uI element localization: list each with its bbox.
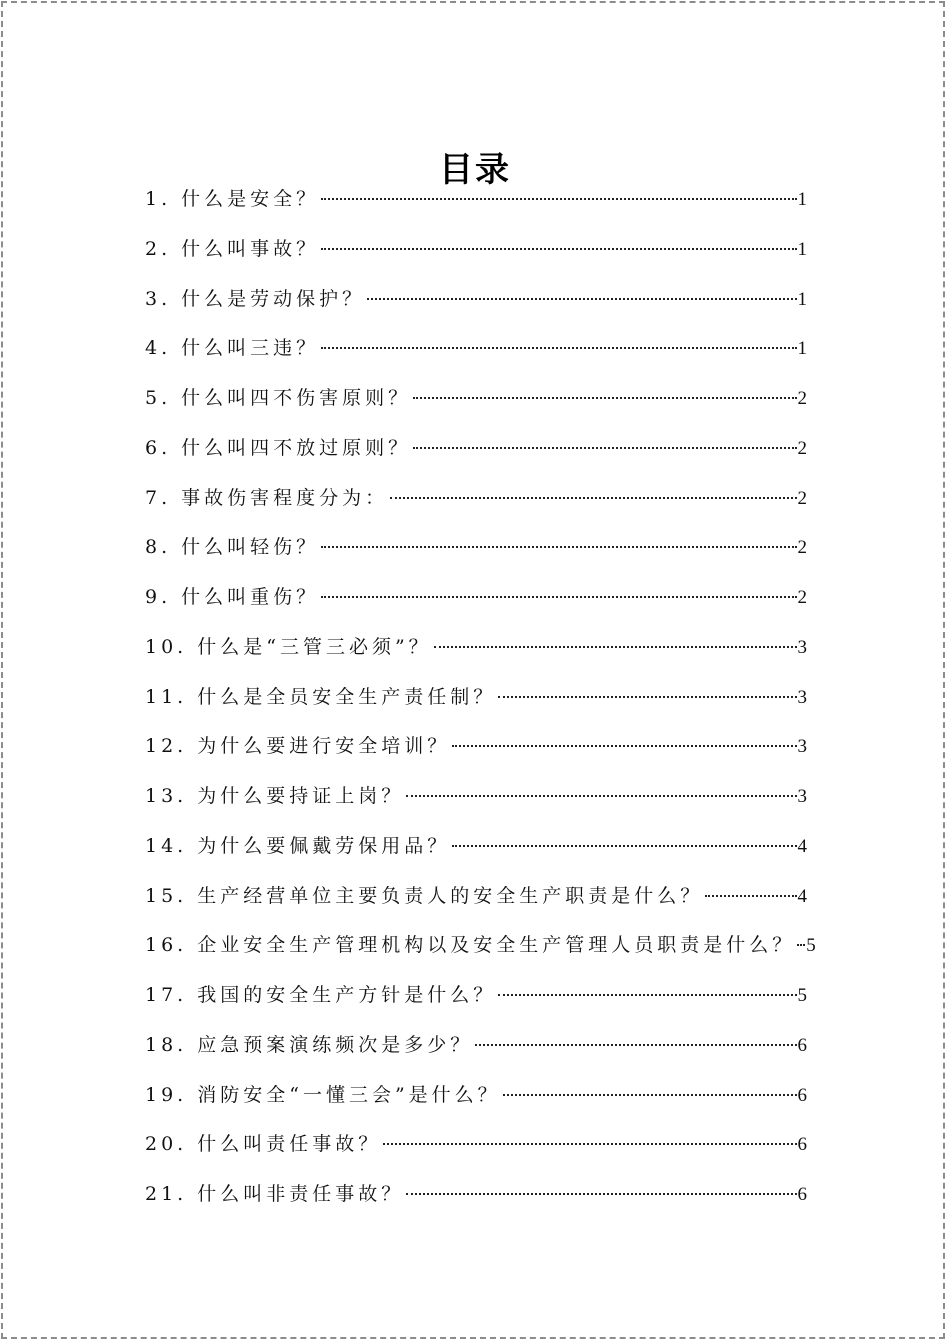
- toc-entry[interactable]: [145, 825, 807, 875]
- toc-entry-title: 9. 什么叫重伤？: [145, 586, 320, 608]
- toc-entry-title: 21. 什么叫非责任事故？: [145, 1183, 405, 1205]
- toc-page-number: 6: [797, 1134, 807, 1156]
- dot-leader: [390, 497, 796, 499]
- dot-leader: [321, 248, 796, 250]
- toc-page-number: 3: [797, 636, 807, 658]
- toc-page-number: 2: [797, 537, 807, 559]
- toc-entry[interactable]: [145, 1123, 807, 1173]
- dot-leader: [321, 596, 796, 598]
- dot-leader: [413, 447, 796, 449]
- toc-page-number: 6: [797, 1034, 807, 1056]
- dot-leader: [383, 1143, 796, 1145]
- dot-leader: [797, 944, 805, 946]
- toc-entry[interactable]: [145, 974, 807, 1024]
- toc-entry[interactable]: [145, 775, 807, 825]
- dot-leader: [434, 646, 797, 648]
- dot-leader: [475, 1044, 796, 1046]
- toc-page-number: 6: [797, 1184, 807, 1205]
- toc-entry[interactable]: [145, 1173, 807, 1223]
- page-title: 目录: [439, 149, 511, 190]
- toc-entry[interactable]: [145, 278, 807, 328]
- toc-page-number: 2: [797, 487, 807, 509]
- toc-entry[interactable]: [145, 676, 807, 726]
- toc-entry-title: 13. 为什么要持证上岗？: [145, 785, 405, 807]
- toc-entry[interactable]: [145, 327, 807, 377]
- toc-entry-title: 3. 什么是劳动保护？: [145, 287, 366, 310]
- dot-leader: [705, 895, 796, 897]
- dot-leader: [452, 745, 796, 747]
- toc-entry-title: 14. 为什么要佩戴劳保用品？: [145, 834, 451, 857]
- dot-leader: [321, 198, 796, 200]
- toc-entry[interactable]: [145, 725, 807, 775]
- toc-entry-title: 11. 什么是全员安全生产责任制？: [145, 685, 497, 708]
- toc-entry-title: 18. 应急预案演练频次是多少？: [145, 1033, 474, 1056]
- dot-leader: [367, 298, 796, 300]
- toc-page-number: 1: [797, 288, 807, 310]
- dot-leader: [321, 347, 796, 349]
- toc-entry-title: 7. 事故伤害程度分为：: [145, 486, 389, 509]
- dot-leader: [413, 397, 796, 399]
- dot-leader: [498, 994, 796, 996]
- toc-entry-title: 15. 生产经营单位主要负责人的安全生产职责是什么？: [145, 884, 704, 907]
- toc-page-number: 6: [797, 1084, 807, 1106]
- dot-leader: [321, 546, 796, 548]
- dot-leader: [503, 1094, 797, 1096]
- dot-leader: [406, 1193, 796, 1195]
- toc-entry-title: 5. 什么叫四不伤害原则？: [145, 387, 412, 409]
- toc-page-number: 1: [797, 238, 807, 260]
- toc-entry[interactable]: [145, 875, 807, 925]
- toc-entry-title: 10. 什么是“三管三必须”？: [145, 635, 432, 658]
- toc-entry-title: 16. 企业安全生产管理机构以及安全生产管理人员职责是什么？: [145, 934, 796, 957]
- toc-entry[interactable]: [145, 377, 807, 427]
- toc-entry[interactable]: [145, 924, 816, 974]
- table-of-contents: [145, 178, 816, 1223]
- toc-page-number: 4: [797, 835, 807, 857]
- toc-page-number: 1: [797, 338, 807, 360]
- toc-entry[interactable]: [145, 1074, 807, 1124]
- toc-entry[interactable]: [145, 576, 807, 626]
- toc-page-number: 3: [797, 786, 807, 807]
- toc-entry[interactable]: [145, 626, 807, 676]
- toc-entry[interactable]: [145, 477, 807, 527]
- toc-page-number: 1: [797, 189, 807, 210]
- toc-entry-title: 8. 什么叫轻伤？: [145, 536, 320, 559]
- toc-page-number: 5: [806, 935, 816, 957]
- toc-page-number: 2: [797, 587, 807, 608]
- toc-entry-title: 1. 什么是安全？: [145, 188, 320, 210]
- toc-page-number: 2: [797, 388, 807, 409]
- toc-entry-title: 17. 我国的安全生产方针是什么？: [145, 984, 497, 1006]
- toc-entry-title: 12. 为什么要进行安全培训？: [145, 735, 451, 758]
- toc-entry[interactable]: [145, 1024, 807, 1074]
- toc-page-number: 3: [797, 686, 807, 708]
- toc-page-number: 4: [797, 885, 807, 907]
- toc-entry-title: 6. 什么叫四不放过原则？: [145, 436, 412, 459]
- dot-leader: [498, 696, 796, 698]
- dot-leader: [406, 795, 796, 797]
- toc-entry[interactable]: [145, 178, 807, 228]
- toc-entry-title: 19. 消防安全“一懂三会”是什么？: [145, 1083, 501, 1106]
- toc-page-number: 3: [797, 736, 807, 758]
- toc-entry-title: 4. 什么叫三违？: [145, 337, 320, 360]
- toc-entry[interactable]: [145, 526, 807, 576]
- toc-entry-title: 2. 什么叫事故？: [145, 237, 320, 260]
- toc-entry[interactable]: [145, 427, 807, 477]
- toc-page-number: 5: [797, 985, 807, 1006]
- toc-entry-title: 20. 什么叫责任事故？: [145, 1133, 382, 1156]
- toc-page-number: 2: [797, 437, 807, 459]
- dot-leader: [452, 845, 796, 847]
- toc-entry[interactable]: [145, 228, 807, 278]
